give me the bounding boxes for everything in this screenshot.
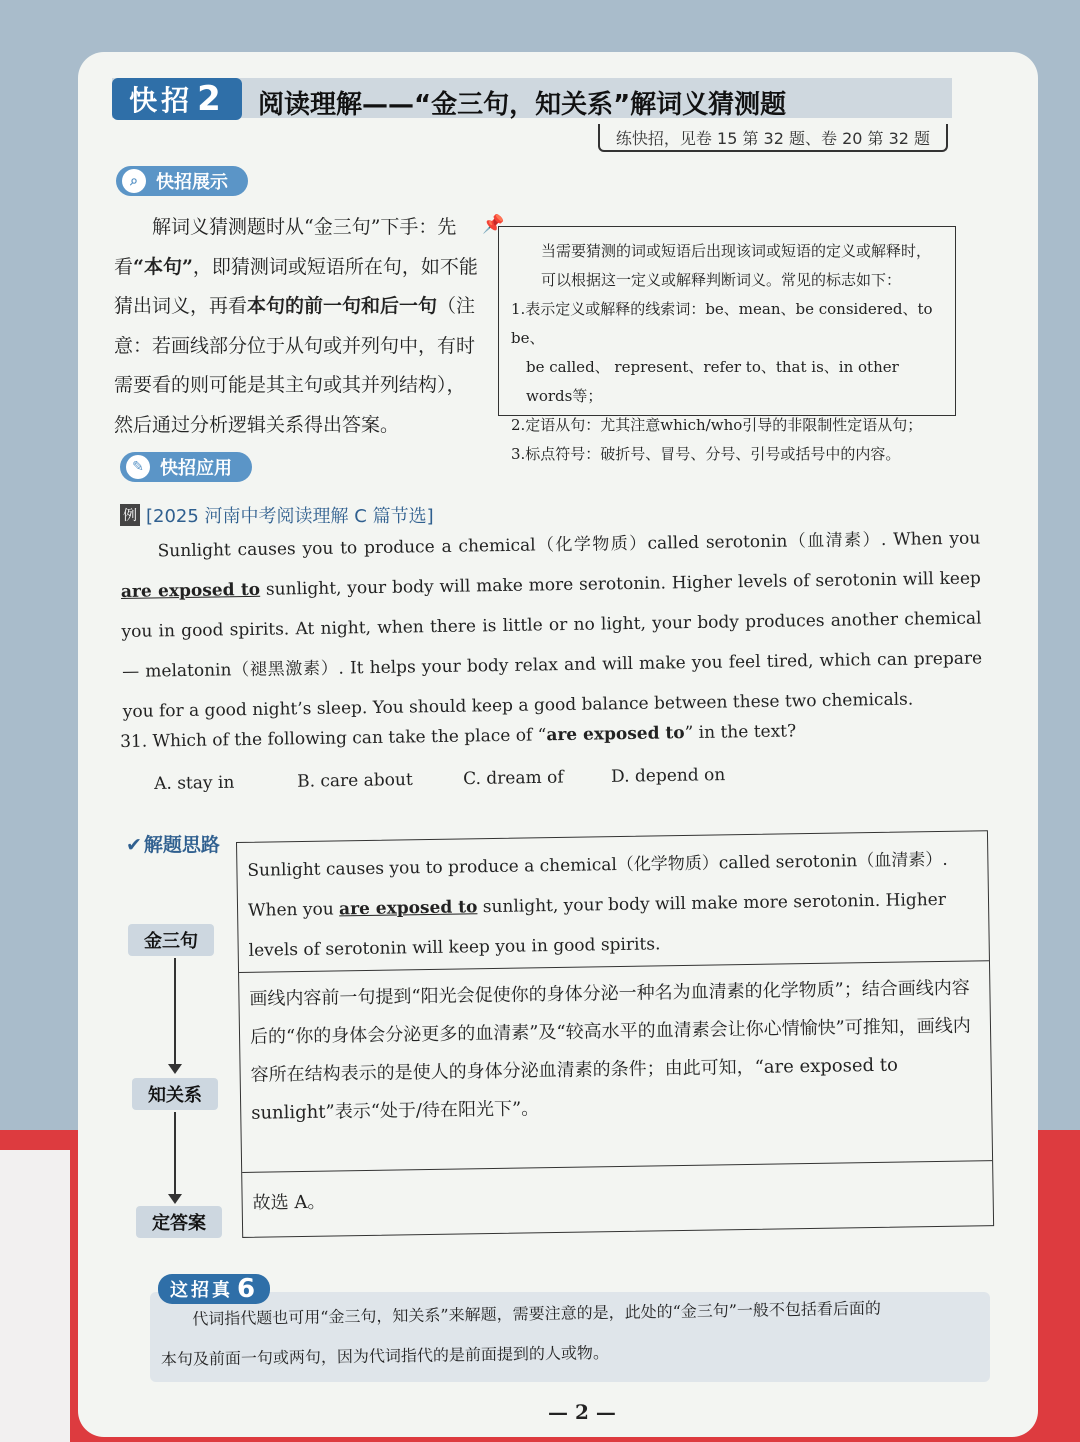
section-badge-apply-label: 快招应用 bbox=[160, 458, 232, 479]
example-tag: 例 bbox=[120, 504, 140, 526]
intro-bold-1: “本句” bbox=[133, 255, 193, 278]
question-suffix: ” in the text? bbox=[684, 721, 797, 744]
search-icon: ⌕ bbox=[122, 169, 146, 193]
intro-text-1: 解词义猜测题时从“金三句”下手：先看 bbox=[114, 216, 457, 278]
row1-underlined-phrase: are exposed to bbox=[338, 897, 478, 920]
arrow-line bbox=[174, 1112, 176, 1194]
note-line: be called、 represent、refer to、that is、in other words等； bbox=[526, 358, 899, 405]
thinking-row-analysis: 画线内容前一句提到“阳光会促使你的身体分泌一种名为血清素的化学物质”；结合画线内容后的“你的身体会分泌更多的血清素”及“较高水平的血清素会让你心情愉快”可推知，画线内容所在结构表示的是使人的身体分泌血清素的条件；由此可知，“are exposed to sunlight”表示“处于/待在阳光下”。 bbox=[239, 961, 992, 1173]
cover-stripe bbox=[0, 1150, 70, 1442]
thinking-row-answer: 故选 A。 bbox=[252, 1191, 326, 1214]
header-tag bbox=[112, 78, 242, 120]
passage-underlined-phrase: are exposed to bbox=[120, 579, 261, 602]
tip-text bbox=[160, 1287, 991, 1380]
checkmark-icon: ✔ bbox=[126, 834, 142, 856]
intro-bold-2: 本句的前一句和后一句 bbox=[247, 295, 438, 317]
row1-text-2: sunlight, your body will make more serotonin. Higher levels of serotonin will keep you in good spirits. bbox=[248, 889, 947, 961]
intro-paragraph bbox=[114, 208, 479, 445]
practice-reference: 练快招，见卷 15 第 32 题、卷 20 第 32 题 bbox=[598, 124, 948, 152]
option-c: C. dream of bbox=[462, 767, 564, 790]
question-bold: are exposed to bbox=[546, 723, 685, 746]
note-box bbox=[498, 226, 956, 463]
intro-text-3: （注意：若画线部分位于从句或并列句中，有时需要看的则可能是其主句或其并列结构），然后通过分析逻辑关系得出答案。 bbox=[114, 295, 476, 436]
arrow-line bbox=[174, 958, 176, 1064]
passage-text-1: Sunlight causes you to produce a chemical（化学物质）called serotonin（血清素）. When you bbox=[157, 528, 981, 562]
tip-line-2: 本句及前面一句或两句，因为代词指代的是前面提到的人或物。 bbox=[160, 1342, 610, 1369]
intro-text-2: ，即猜测词或短语所在句，如不能猜出词义，再看 bbox=[114, 255, 478, 317]
tip-line-1: 代词指代题也可用“金三句，知关系”来解题，需要注意的是，此处的“金三句”一般不包括看后面的 bbox=[192, 1298, 882, 1329]
step-pill-3: 定答案 bbox=[136, 1206, 222, 1238]
section-badge-show bbox=[116, 166, 248, 196]
thinking-title-label: 解题思路 bbox=[143, 834, 220, 856]
note-line: 当需要猜测的词或短语后出现该词或短语的定义或解释时，可以根据这一定义或解释判断词义。常见的标志如下： bbox=[541, 242, 932, 289]
arrow-down-icon bbox=[168, 1194, 182, 1204]
page-title: 阅读理解——“金三句，知关系”解词义猜测题 bbox=[258, 90, 787, 120]
row1-text-1: Sunlight causes you to produce a chemical（化学物质）called serotonin（血清素）. When you bbox=[247, 849, 948, 921]
thinking-title bbox=[126, 830, 220, 857]
step-pill-2: 知关系 bbox=[132, 1078, 218, 1110]
pushpin-icon: 📌 bbox=[482, 214, 505, 235]
note-line: 1.表示定义或解释的线索词：be、mean、be considered、to be、 bbox=[511, 300, 933, 347]
note-line: 3.标点符号：破折号、冒号、分号、引号或括号中的内容。 bbox=[511, 445, 901, 463]
section-badge-apply bbox=[120, 452, 252, 482]
question-prefix: 31. Which of the following can take the place of “ bbox=[120, 725, 547, 752]
arrow-down-icon bbox=[168, 1064, 182, 1074]
passage-text-2: sunlight, your body will make more serotonin. Higher levels of serotonin will keep you in good spirits. At night, when there is little or no light, your body produces another chemical — melatonin（褪黑激素）. It helps your body relax and will make you feel tired, which can prepare you for a good night’s sleep. You should keep a good balance between these two chemicals. bbox=[121, 568, 983, 722]
example-source: [2025 河南中考阅读理解 C 篇节选] bbox=[146, 506, 434, 527]
section-badge-show-label: 快招展示 bbox=[156, 172, 228, 193]
note-line: 2.定语从句：尤其注意which/who引导的非限制性定语从句； bbox=[511, 416, 923, 434]
option-b: B. care about bbox=[296, 769, 413, 792]
thinking-table bbox=[236, 830, 994, 1238]
example-label bbox=[120, 502, 434, 528]
tip-badge-label: 这招真 bbox=[170, 1280, 233, 1301]
option-d: D. depend on bbox=[610, 765, 726, 787]
pencil-icon: ✎ bbox=[126, 455, 150, 479]
reading-passage bbox=[120, 518, 983, 731]
thinking-row-sentences bbox=[237, 831, 989, 973]
page-number: — 2 — bbox=[548, 1400, 616, 1424]
option-a: A. stay in bbox=[154, 772, 235, 794]
step-pill-1: 金三句 bbox=[128, 924, 214, 956]
tip-badge-number: 6 bbox=[237, 1274, 259, 1304]
header-tag-number: 2 bbox=[197, 79, 225, 119]
header-tag-label: 快招 bbox=[129, 84, 194, 117]
